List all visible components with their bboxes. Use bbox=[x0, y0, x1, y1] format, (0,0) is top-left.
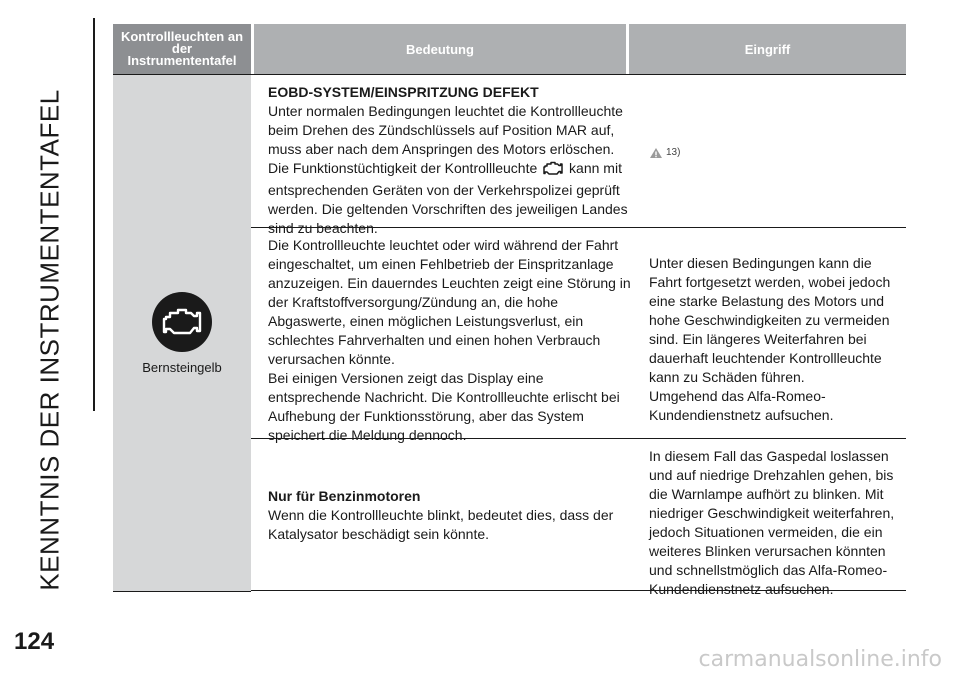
header-action: Eingriff bbox=[744, 41, 791, 57]
action-cell bbox=[642, 75, 906, 227]
action-paragraph: Umgehend das Alfa-Romeo-Kundendienstnetz aufsuchen. bbox=[649, 388, 834, 423]
action-text: In diesem Fall das Gaspedal loslassen und auf niedrige Drehzahlen gehen, bis die Warnlampe aufhört zu blinken. Mit niedriger Geschwindigkeit weiterfahren, jedoch Situationen vermeiden, die ein weiteres Blinken verursachen könnten und schnellstmöglich das Alfa-Romeo-Kundendienstnetz aufsuchen. bbox=[649, 448, 895, 597]
meaning-text: Unter normalen Bedingungen leuchtet die Kontrollleuchte beim Drehen des Zündschlüssels auf Position MAR auf, muss aber nach dem Anspringen des Motors erlöschen. Die Funktionstüchtigkeit der Kontrollleuchte bbox=[268, 103, 623, 176]
warning-reference[interactable] bbox=[649, 143, 900, 162]
header-indicator: Kontrollleuchten an der Instrumententafel bbox=[113, 24, 254, 74]
meaning-paragraph: Die Kontrollleuchte leuchtet oder wird während der Fahrt eingeschaltet, um einen Fehlbetrieb der Einspritzanlage anzuzeigen. Ein dauerndes Leuchten zeigt eine Störung in der Kraftstoffversorgung/Zündung an, die hohe Abgaswerte, einen möglichen Leistungsverlust, ein schlechtes Fahrverhalten und einen hohen Verbrauch verursachen könnte. bbox=[268, 237, 631, 367]
table-body bbox=[113, 75, 906, 597]
action-paragraph: Unter diesen Bedingungen kann die Fahrt fortgesetzt werden, wobei jedoch eine starke Belastung des Motors und hohe Geschwindigkeiten zu vermeiden sind. Ein längeres Weiterfahren bei dauerhaft leuchtender Kontrollleuchte kann zu Schäden führen. bbox=[649, 255, 891, 385]
meaning-cell bbox=[251, 439, 642, 590]
meaning-text-cont: kann mit entsprechenden Geräten von der Verkehrspolizei geprüft werden. Die geltenden Vorschriften des jeweiligen Landes sind zu beachten. bbox=[268, 160, 628, 236]
action-cell bbox=[642, 439, 906, 597]
engine-check-icon bbox=[152, 292, 212, 352]
action-cell bbox=[642, 228, 906, 438]
header-meaning: Bedeutung bbox=[254, 24, 629, 74]
table-rows bbox=[251, 75, 906, 597]
table-row bbox=[251, 228, 906, 443]
watermark: carmanualsonline.info bbox=[698, 647, 942, 672]
meaning-paragraph: Bei einigen Versionen zeigt das Display eine entsprechende Nachricht. Die Kontrollleuchte erlischt bei Aufhebung der Funktionsstörung, aber das System speichert die Meldung dennoch. bbox=[268, 370, 620, 443]
engine-check-inline-icon bbox=[542, 161, 564, 181]
row-title: EOBD-SYSTEM/EINSPRITZUNG DEFEKT bbox=[268, 84, 539, 100]
meaning-cell bbox=[251, 228, 642, 443]
chapter-title-text: KENNTNIS DER INSTRUMENTENTAFEL bbox=[34, 89, 65, 591]
table-row bbox=[251, 75, 906, 236]
warning-ref-number: 13) bbox=[666, 147, 681, 158]
meaning-cell bbox=[251, 75, 642, 236]
indicator-table bbox=[113, 24, 906, 597]
side-rule bbox=[93, 18, 95, 411]
indicator-cell bbox=[113, 75, 251, 592]
indicator-color-label: Bernsteingelb bbox=[142, 359, 222, 375]
meaning-text: Wenn die Kontrollleuchte blinkt, bedeutet dies, dass der Katalysator beschädigt sein könnte. bbox=[268, 507, 614, 542]
table-header bbox=[113, 24, 906, 75]
page-number: 124 bbox=[14, 628, 55, 655]
warning-triangle-icon bbox=[649, 147, 663, 159]
table-row bbox=[251, 439, 906, 597]
row-title: Nur für Benzinmotoren bbox=[268, 488, 421, 504]
